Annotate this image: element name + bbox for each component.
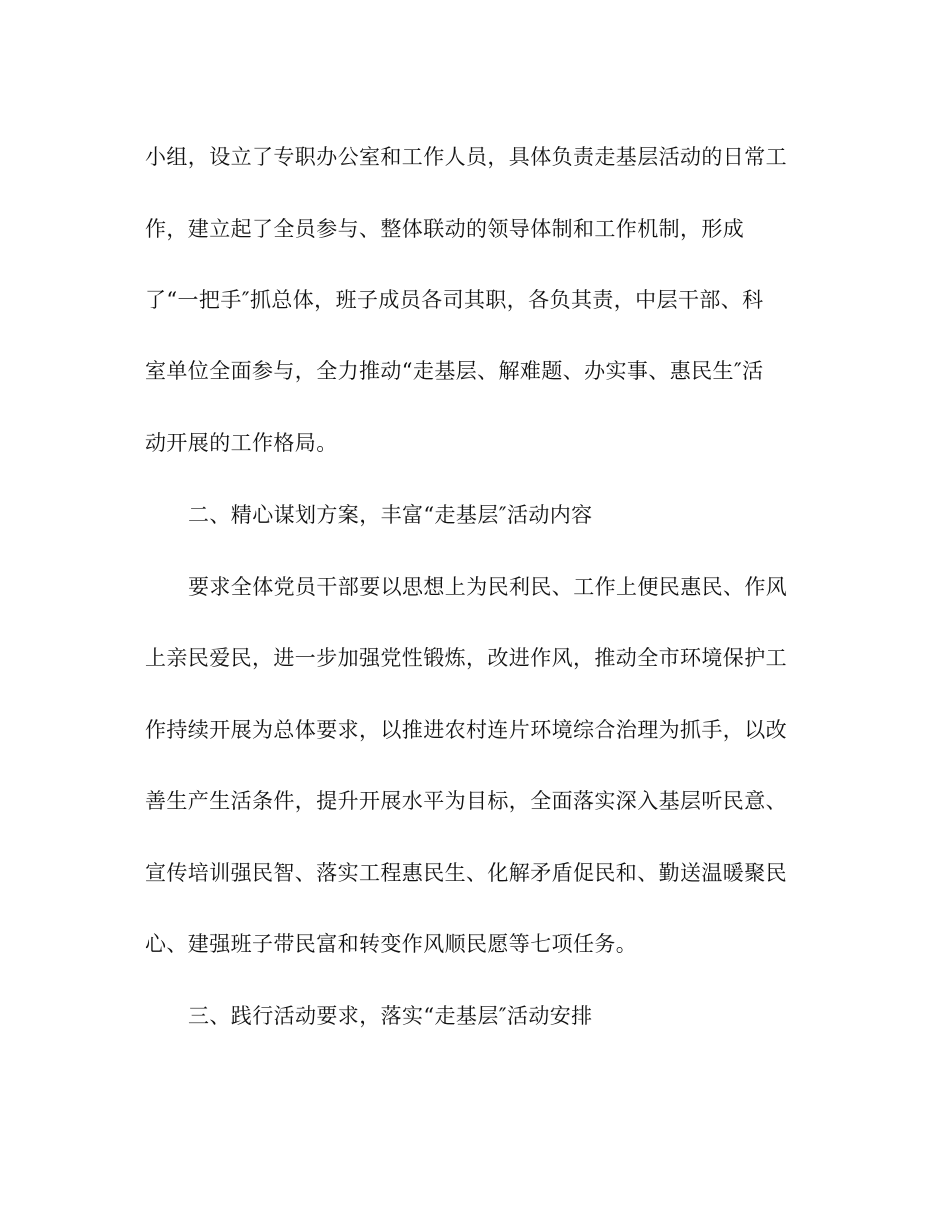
section-heading-3: 三、践行活动要求，落实“走基层″活动安排 [188, 1004, 593, 1028]
paragraph-line-1: 小组，设立了专职办公室和工作人员，具体负责走基层活动的日常工 [145, 145, 787, 169]
paragraph-line-3: 了“一把手″抓总体，班子成员各司其职，各负其责，中层干部、科 [145, 288, 764, 312]
paragraph-line-9: 善生产生活条件，提升开展水平为目标，全面落实深入基层听民意、 [145, 789, 787, 813]
paragraph-line-6: 要求全体党员干部要以思想上为民利民、工作上便民惠民、作风 [188, 575, 788, 599]
paragraph-line-5: 动开展的工作格局。 [145, 431, 338, 455]
paragraph-line-4: 室单位全面参与，全力推动“走基层、解难题、办实事、惠民生″活 [145, 359, 764, 383]
section-heading-2: 二、精心谋划方案，丰富“走基层″活动内容 [188, 503, 593, 527]
paragraph-line-8: 作持续开展为总体要求，以推进农村连片环境综合治理为抓手，以改 [145, 718, 787, 742]
paragraph-line-7: 上亲民爱民，进一步加强党性锻炼，改进作风，推动全市环境保护工 [145, 646, 787, 670]
paragraph-line-2: 作，建立起了全员参与、整体联动的领导体制和工作机制，形成 [145, 217, 745, 241]
paragraph-line-10: 宣传培训强民智、落实工程惠民生、化解矛盾促民和、勤送温暖聚民 [145, 861, 787, 885]
paragraph-line-11: 心、建强班子带民富和转变作风顺民愿等七项任务。 [145, 932, 638, 956]
